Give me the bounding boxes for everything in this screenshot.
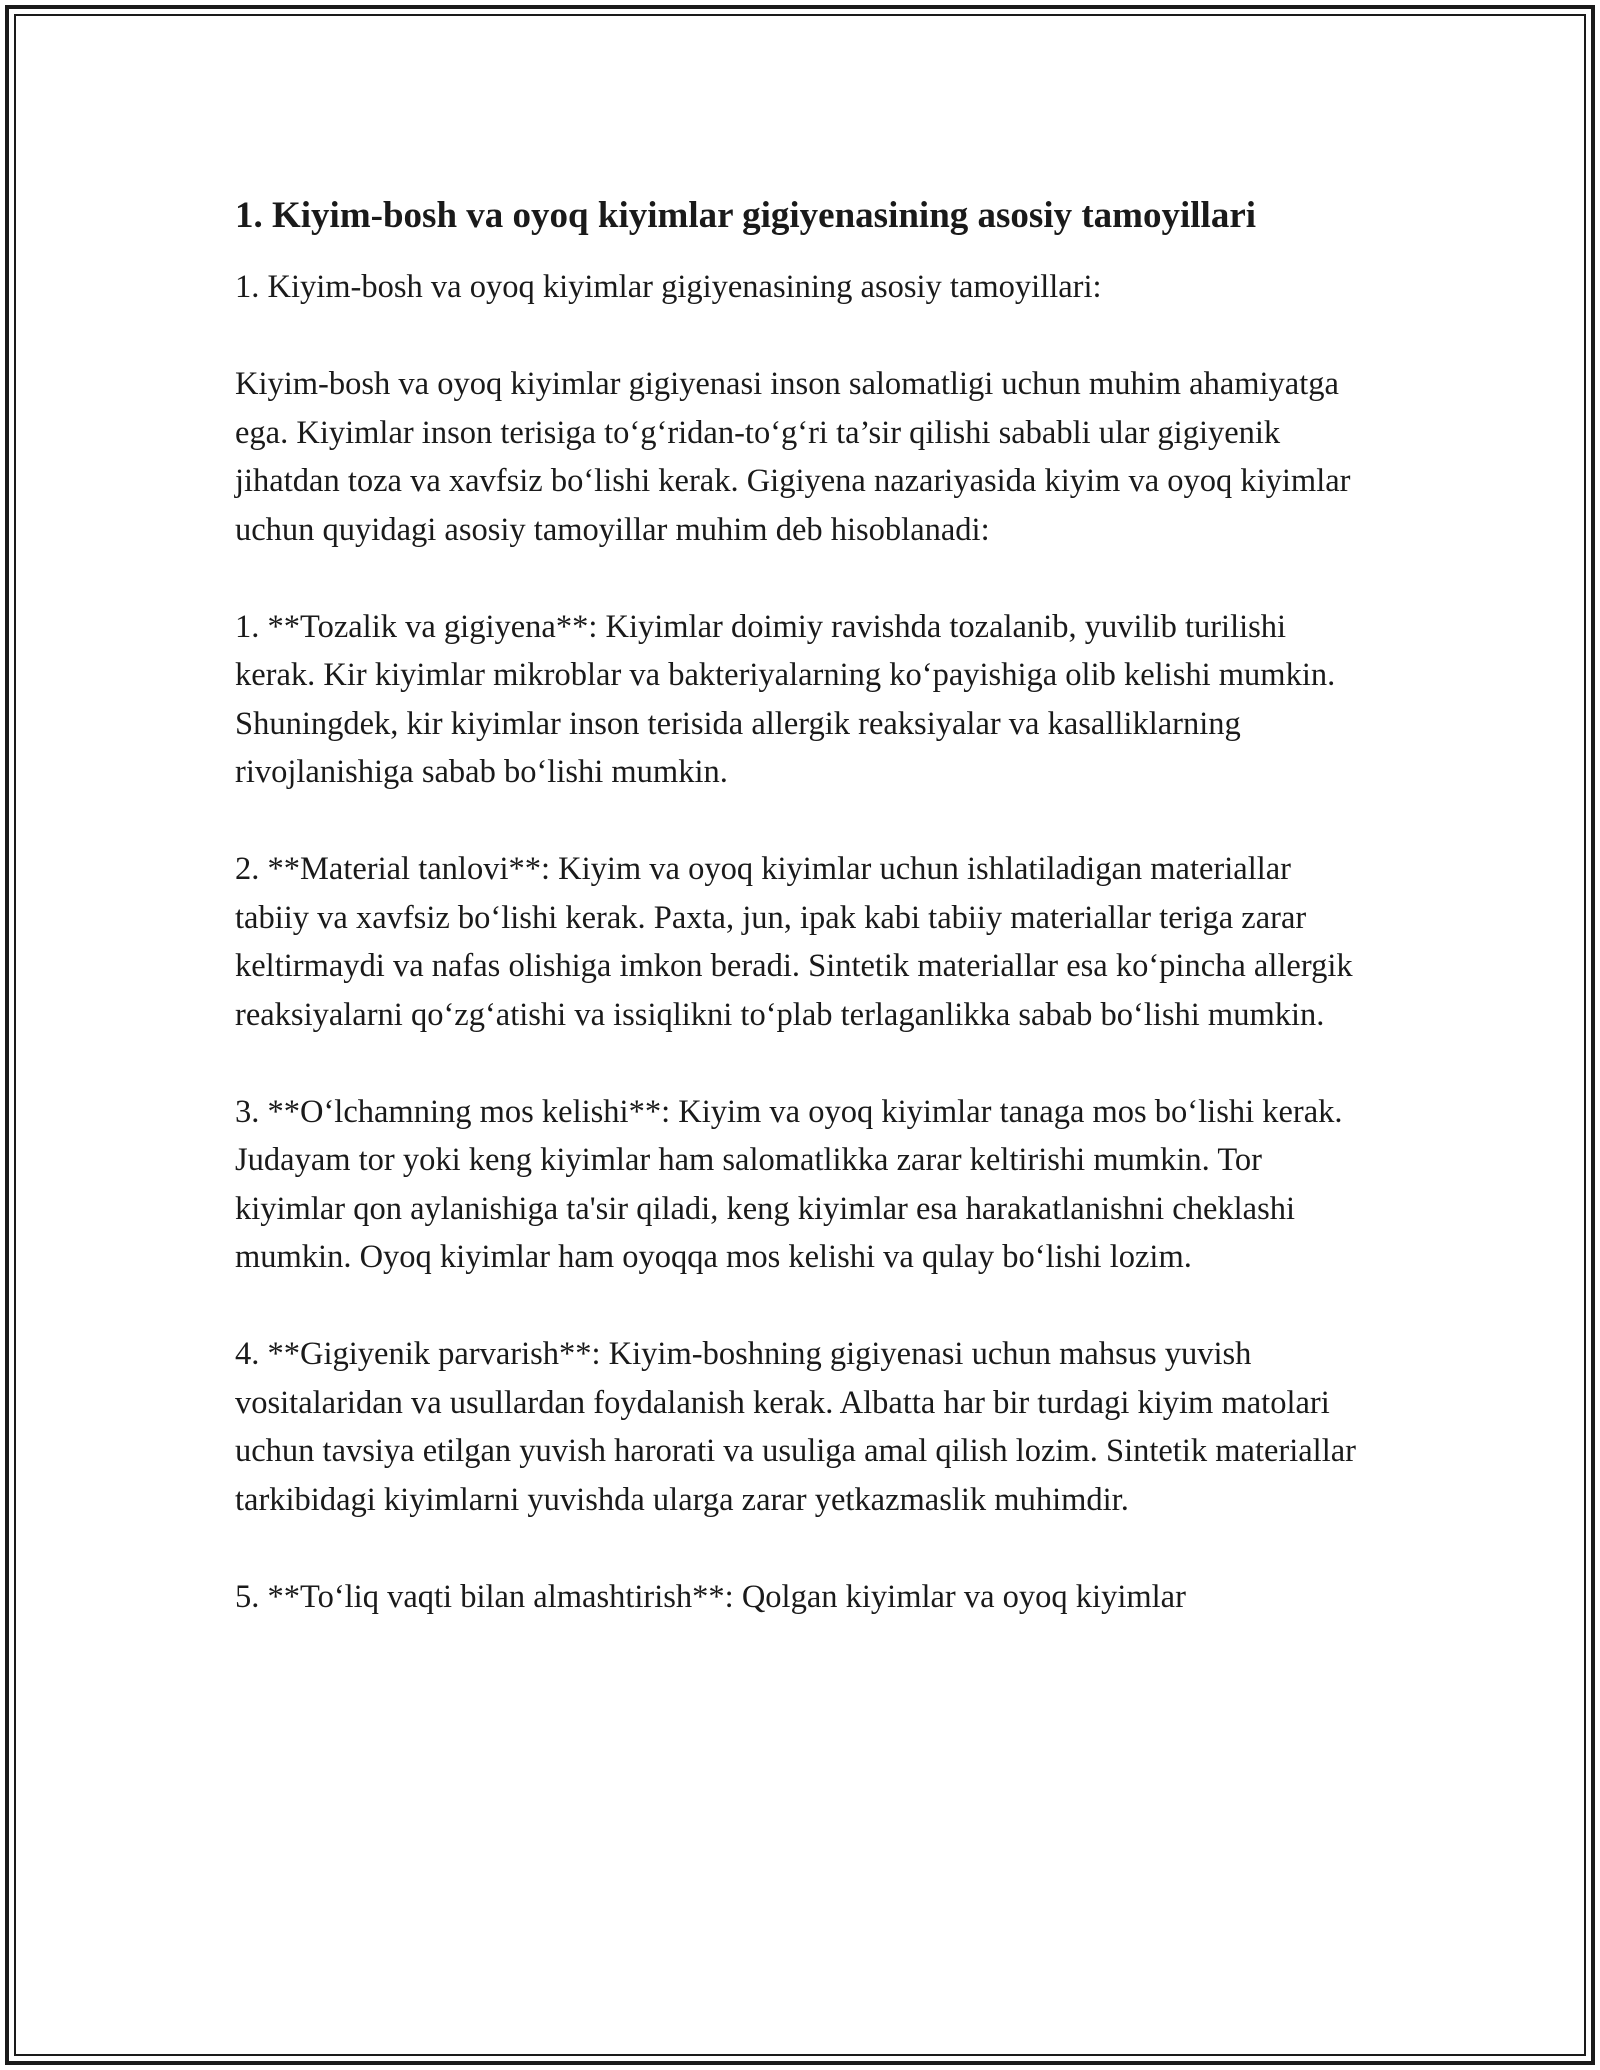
paragraph-heading-repeat: 1. Kiyim-bosh va oyoq kiyimlar gigiyenasining asosiy tamoyillari: xyxy=(235,269,1102,305)
page-title: 1. Kiyim-bosh va oyoq kiyimlar gigiyenasining asosiy tamoyillari xyxy=(235,195,1257,236)
paragraph-item-2: 2. **Material tanlovi**: Kiyim va oyoq kiyimlar uchun ishlatiladigan materiallar tabiiy va xavfsiz bo‘lishi kerak. Paxta, jun, ipak kabi tabiiy materiallar teriga zarar keltirmaydi va nafas olishiga imkon beradi. Sintetik materiallar esa ko‘pincha allergik reaksiyalarni qo‘zg‘atishi va issiqlikni to‘plab terlaganlikka sabab bo‘lishi mumkin. xyxy=(235,851,1353,1033)
paragraph-item-5: 5. **To‘liq vaqti bilan almashtirish**: Qolgan kiyimlar va oyoq kiyimlar xyxy=(235,1578,1186,1615)
paragraph-intro: Kiyim-bosh va oyoq kiyimlar gigiyenasi inson salomatligi uchun muhim ahamiyatga ega. Kiyimlar inson terisiga to‘g‘ridan-to‘g‘ri ta’sir qilishi sababli ular gigiyenik jihatdan toza va xavfsiz bo‘lishi kerak. Gigiyena nazariyasida kiyim va oyoq kiyimlar uchun quyidagi asosiy tamoyillar muhim deb hisoblanadi: xyxy=(235,366,1351,548)
paragraph-item-1: 1. **Tozalik va gigiyena**: Kiyimlar doimiy ravishda tozalanib, yuvilib turilishi kerak. Kir kiyimlar mikroblar va bakteriyalarning ko‘payishiga olib kelishi mumkin. Shuningdek, kir kiyimlar inson terisida allergik reaksiyalar va kasalliklarning rivojlanishiga sabab bo‘lishi mumkin. xyxy=(235,608,1336,790)
document-body xyxy=(235,188,1370,1670)
paragraph-item-3: 3. **O‘lchamning mos kelishi**: Kiyim va oyoq kiyimlar tanaga mos bo‘lishi kerak. Judayam tor yoki keng kiyimlar ham salomatlikka zarar keltirishi mumkin. Tor kiyimlar qon aylanishiga ta'sir qiladi, keng kiyimlar esa harakatlanishni cheklashi mumkin. Oyoq kiyimlar ham oyoqqa mos kelishi va qulay bo‘lishi lozim. xyxy=(235,1093,1343,1275)
paragraph-item-4: 4. **Gigiyenik parvarish**: Kiyim-boshning gigiyenasi uchun mahsus yuvish vositalaridan va usullardan foydalanish kerak. Albatta har bir turdagi kiyim matolari uchun tavsiya etilgan yuvish harorati va usuliga amal qilish lozim. Sintetik materiallar tarkibidagi kiyimlarni yuvishda ularga zarar yetkazmaslik muhimdir. xyxy=(235,1336,1356,1518)
